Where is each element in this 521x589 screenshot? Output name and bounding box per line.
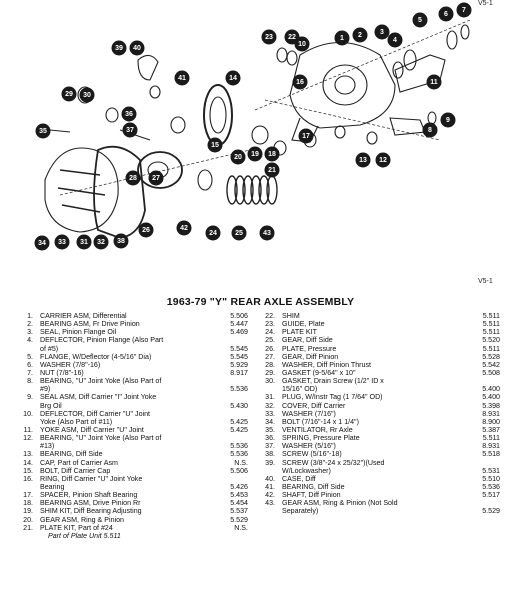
part-number: 23. [265, 320, 275, 329]
part-row [262, 459, 500, 467]
part-row [20, 532, 248, 540]
part-price: 5.506 [230, 312, 248, 320]
callout-label: 36 [125, 111, 133, 118]
part-number: 39. [265, 458, 275, 467]
part-number: 6. [27, 360, 33, 369]
part-description: SEAL ASM, Diff Carrier "I" Joint Yoke [40, 393, 157, 402]
callout-24 [206, 226, 221, 241]
callout-29 [62, 87, 77, 102]
callout-label: 35 [39, 128, 47, 135]
part-row [20, 426, 248, 434]
callout-label: 18 [268, 151, 276, 158]
callout-22 [285, 30, 300, 45]
part-description: BEARING, "U" Joint Yoke (Also Part of [40, 434, 162, 443]
part-number: 29. [265, 368, 275, 377]
callout-label: 15 [211, 142, 219, 149]
part-description: #9) [40, 385, 51, 394]
callout-19 [248, 147, 263, 162]
part-row [262, 385, 500, 393]
part-description: Separately) [282, 507, 319, 516]
part-number: 32. [265, 401, 275, 410]
part-number: 14. [23, 458, 33, 467]
callout-14 [226, 71, 241, 86]
callout-label: 16 [296, 79, 304, 86]
callout-label: 10 [298, 41, 306, 48]
page-title: 1963-79 "Y" REAR AXLE ASSEMBLY [166, 296, 355, 308]
part-row [20, 369, 248, 377]
callout-label: 22 [288, 34, 296, 41]
part-description: SCREW (5/16"-18) [282, 450, 342, 459]
part-number: 9. [27, 393, 33, 402]
callout-label: 23 [265, 34, 273, 41]
part-row [262, 475, 500, 483]
part-row [20, 353, 248, 361]
callout-7 [457, 3, 472, 18]
part-number: 27. [265, 352, 275, 361]
callout-18 [265, 147, 280, 162]
part-price: 5.511 [482, 320, 500, 329]
part-row [262, 442, 500, 450]
part-price: 5.454 [230, 499, 248, 508]
part-row [262, 426, 500, 434]
part-description: WASHER (5/16") [282, 442, 336, 451]
part-description: VENTILATOR, Rr Axle [282, 425, 353, 434]
part-row [262, 336, 500, 344]
part-description: BOLT (7/16"-14 x 1 1/4") [282, 417, 359, 426]
part-description: COVER, Diff Carrier [282, 401, 346, 410]
callout-label: 11 [430, 79, 438, 86]
part-description: GUIDE, Plate [282, 320, 325, 329]
part-description: PLATE, Pressure [282, 344, 337, 353]
callout-17 [299, 129, 314, 144]
part-row [262, 345, 500, 353]
part-row [262, 507, 500, 515]
figure-code-top: V5-1 [478, 0, 493, 7]
part-description: of #5) [40, 344, 59, 353]
part-price: 5.400 [482, 385, 500, 394]
part-number: 22. [265, 312, 275, 320]
part-price: 5.537 [230, 507, 248, 516]
part-description: PLATE KIT, Part of #24 [40, 523, 113, 532]
part-number: 1. [27, 312, 33, 320]
part-price: 5.518 [482, 450, 500, 459]
part-row [20, 393, 248, 401]
callout-31 [77, 235, 92, 250]
part-price: 5.542 [482, 360, 500, 369]
callout-label: 37 [126, 127, 134, 134]
callout-3 [375, 25, 390, 40]
part-number: 34. [265, 417, 275, 426]
part-price: 5.511 [482, 312, 500, 320]
part-number: 24. [265, 328, 275, 337]
part-row [20, 402, 248, 410]
part-description: GASKET (9-5/64" x 10" [282, 368, 356, 377]
part-number: 41. [265, 482, 275, 491]
part-price: 5.529 [482, 507, 500, 516]
callout-label: 34 [38, 240, 46, 247]
part-number: 20. [23, 515, 33, 524]
part-number: 30. [265, 377, 275, 386]
part-price: 5.510 [482, 474, 500, 483]
part-number: 21. [23, 523, 33, 532]
part-row [20, 483, 248, 491]
callout-label: 17 [302, 133, 310, 140]
part-price: 5.469 [230, 328, 248, 337]
callout-label: 38 [117, 238, 125, 245]
callout-label: 6 [444, 11, 448, 18]
part-description: Bearing [40, 482, 65, 491]
part-description: WASHER, Diff Pinion Thrust [282, 360, 371, 369]
part-row [20, 442, 248, 450]
callout-6 [439, 7, 454, 22]
part-row [20, 345, 248, 353]
callout-8 [423, 123, 438, 138]
part-description: SHAFT, Diff Pinion [282, 491, 341, 500]
part-description: BEARING, "U" Joint Yoke (Also Part of [40, 377, 162, 386]
part-row [262, 434, 500, 442]
callout-23 [262, 30, 277, 45]
part-price: 5.531 [482, 466, 500, 475]
part-description: #13) [40, 442, 55, 451]
callout-43 [260, 226, 275, 241]
part-row [262, 450, 500, 458]
callout-label: 40 [133, 45, 141, 52]
part-number: 11. [23, 425, 33, 434]
part-number: 38. [265, 450, 275, 459]
callout-label: 33 [58, 239, 66, 246]
part-row [262, 418, 500, 426]
callout-label: 26 [142, 227, 150, 234]
callout-42 [177, 221, 192, 236]
part-row [20, 377, 248, 385]
part-number: 42. [265, 491, 275, 500]
part-price: 5.430 [230, 401, 248, 410]
part-row [262, 483, 500, 491]
callout-38 [114, 234, 129, 249]
callout-label: 1 [340, 35, 344, 42]
part-description: DEFLECTOR, Pinion Flange (Also Part [40, 336, 164, 345]
part-row [20, 312, 248, 320]
part-price: 5.447 [230, 320, 248, 329]
part-row [20, 336, 248, 344]
part-price: 8.917 [230, 368, 248, 377]
part-row [20, 450, 248, 458]
part-description: BOLT, Diff Carrier Cap [40, 466, 111, 475]
part-description: BEARING, Diff Side [40, 450, 103, 459]
part-row [20, 491, 248, 499]
callout-28 [126, 171, 141, 186]
part-row [20, 434, 248, 442]
callout-label: 13 [359, 157, 367, 164]
part-description: 15/16" OD) [282, 385, 318, 394]
callout-12 [376, 153, 391, 168]
part-description: YOKE ASM, Diff Carrier "U" Joint [40, 425, 144, 434]
part-description: SHIM KIT, Diff Bearing Adjusting [40, 507, 142, 516]
callout-1 [335, 31, 350, 46]
callout-label: 30 [83, 92, 91, 99]
callout-label: 14 [229, 75, 237, 82]
part-description: FLANGE, W/Deflector (4-5/16" Dia) [40, 352, 152, 361]
part-number: 40. [265, 474, 275, 483]
callout-41 [175, 71, 190, 86]
part-description: CAP, Part of Carrier Asm [40, 458, 118, 467]
part-description: Part of Plate Unit 5.511 [48, 531, 121, 540]
callout-label: 5 [418, 17, 422, 24]
part-price: 5.545 [230, 352, 248, 361]
part-row [262, 320, 500, 328]
part-row [262, 328, 500, 336]
part-row [20, 328, 248, 336]
part-number: 13. [23, 450, 33, 459]
callout-30 [80, 88, 95, 103]
part-row [20, 524, 248, 532]
callout-40 [130, 41, 145, 56]
part-price: 8.931 [482, 409, 500, 418]
part-row [20, 516, 248, 524]
part-price: N.S. [234, 458, 248, 467]
callout-label: 7 [462, 7, 466, 14]
part-number: 12. [23, 434, 33, 443]
part-description: CASE, Diff [282, 474, 316, 483]
callout-39 [112, 41, 127, 56]
part-description: SPACER, Pinion Shaft Bearing [40, 491, 138, 500]
part-row [20, 499, 248, 507]
part-row [20, 459, 248, 467]
part-description: GEAR ASM, Ring & Pinion [40, 515, 124, 524]
part-price: 5.426 [230, 482, 248, 491]
callout-4 [388, 33, 403, 48]
callout-34 [35, 236, 50, 251]
part-number: 4. [27, 336, 33, 345]
part-description: WASHER (7/8"-16) [40, 360, 101, 369]
part-price: 5.387 [482, 425, 500, 434]
callout-16 [293, 75, 308, 90]
part-price: 5.517 [482, 491, 500, 500]
part-number: 7. [27, 368, 33, 377]
part-number: 17. [23, 491, 33, 500]
callout-25 [232, 226, 247, 241]
callout-label: 43 [263, 230, 271, 237]
callout-9 [441, 113, 456, 128]
part-description: GEAR, Diff Pinion [282, 352, 339, 361]
part-number: 33. [265, 409, 275, 418]
part-row [20, 320, 248, 328]
part-price: 5.520 [482, 336, 500, 345]
callout-label: 20 [234, 154, 242, 161]
part-price: 5.929 [230, 360, 248, 369]
part-number: 25. [265, 336, 275, 345]
part-price: 5.506 [230, 466, 248, 475]
part-description: SHIM [282, 312, 300, 320]
part-number: 10. [23, 409, 33, 418]
part-row [262, 369, 500, 377]
part-number: 43. [265, 499, 275, 508]
part-row [262, 402, 500, 410]
part-description: Yoke (Also Part of #11) [40, 417, 113, 426]
part-row [20, 418, 248, 426]
callout-label: 42 [180, 225, 188, 232]
part-description: WASHER (7/16") [282, 409, 336, 418]
part-description: BEARING ASM, Drive Pinion Rr [40, 499, 141, 508]
part-number: 5. [27, 352, 33, 361]
part-row [262, 361, 500, 369]
part-description: SEAL, Pinion Flange Oil [40, 328, 117, 337]
callout-label: 24 [209, 230, 217, 237]
part-number: 19. [23, 507, 33, 516]
part-row [20, 410, 248, 418]
callout-label: 12 [379, 157, 387, 164]
part-row [262, 312, 500, 320]
part-number: 8. [27, 377, 33, 386]
part-row [262, 499, 500, 507]
part-number: 3. [27, 328, 33, 337]
part-row [20, 507, 248, 515]
part-number: 16. [23, 474, 33, 483]
part-price: 5.536 [230, 385, 248, 394]
part-price: N.S. [234, 523, 248, 532]
callout-label: 32 [97, 239, 105, 246]
part-price: 5.528 [482, 352, 500, 361]
callout-27 [149, 171, 164, 186]
part-price: 5.536 [230, 442, 248, 451]
callout-13 [356, 153, 371, 168]
part-row [262, 393, 500, 401]
callout-37 [123, 123, 138, 138]
part-price: 5.536 [230, 450, 248, 459]
part-price: 5.536 [482, 482, 500, 491]
part-number: 28. [265, 360, 275, 369]
part-number: 2. [27, 320, 33, 329]
part-price: 5.453 [230, 491, 248, 500]
part-price: 5.425 [230, 417, 248, 426]
callout-26 [139, 223, 154, 238]
part-number: 31. [265, 393, 275, 402]
callout-label: 41 [178, 75, 186, 82]
part-price: 5.545 [230, 344, 248, 353]
callout-label: 25 [235, 230, 243, 237]
part-description: BEARING ASM, Fr Drive Pinion [40, 320, 140, 329]
part-row [262, 491, 500, 499]
part-number: 15. [23, 466, 33, 475]
callout-label: 3 [380, 29, 384, 36]
figure-code-mid: V5-1 [478, 278, 493, 285]
part-row [262, 377, 500, 385]
part-row [262, 353, 500, 361]
part-number: 37. [265, 442, 275, 451]
part-price: 5.508 [482, 368, 500, 377]
parts-list-left [20, 312, 248, 540]
callout-35 [36, 124, 51, 139]
part-price: 5.398 [482, 401, 500, 410]
part-price: 5.511 [482, 344, 500, 353]
part-row [262, 410, 500, 418]
callout-36 [122, 107, 137, 122]
callout-label: 27 [152, 175, 160, 182]
part-description: SCREW (3/8"-24 x 25/32")(Used [282, 458, 385, 467]
part-price: 5.511 [482, 328, 500, 337]
callout-label: 8 [428, 127, 432, 134]
callout-33 [55, 235, 70, 250]
callout-20 [231, 150, 246, 165]
part-description: GASKET, Drain Screw (1/2" ID x [282, 377, 384, 386]
callout-label: 31 [80, 239, 88, 246]
part-price: 5.529 [230, 515, 248, 524]
callout-11 [427, 75, 442, 90]
callout-label: 2 [358, 32, 362, 39]
callout-label: 19 [251, 151, 259, 158]
callout-label: 21 [268, 167, 276, 174]
part-number: 36. [265, 434, 275, 443]
part-description: GEAR, Diff Side [282, 336, 333, 345]
part-row [20, 361, 248, 369]
parts-list-right [262, 312, 500, 516]
part-row [20, 467, 248, 475]
callout-32 [94, 235, 109, 250]
part-row [262, 467, 500, 475]
callout-21 [265, 163, 280, 178]
part-description: SPRING, Pressure Plate [282, 434, 360, 443]
part-description: W/Lockwasher) [282, 466, 331, 475]
callout-label: 29 [65, 91, 73, 98]
callout-group [35, 3, 472, 251]
part-number: 18. [23, 499, 33, 508]
callout-5 [413, 13, 428, 28]
part-price: 8.931 [482, 442, 500, 451]
part-price: 5.511 [482, 434, 500, 443]
part-description: PLUG, W/Instr Tag (1 7/64" OD) [282, 393, 383, 402]
part-description: CARRIER ASM, Differential [40, 312, 127, 320]
part-number: 26. [265, 344, 275, 353]
callout-label: 4 [393, 37, 397, 44]
part-description: PLATE KIT [282, 328, 317, 337]
part-price: 5.425 [230, 425, 248, 434]
callout-label: 28 [129, 175, 137, 182]
part-description: BEARING, Diff Side [282, 482, 345, 491]
callout-2 [353, 28, 368, 43]
part-description: DEFLECTOR, Diff Carrier "U" Joint [40, 409, 151, 418]
part-price: 8.900 [482, 417, 500, 426]
callout-15 [208, 138, 223, 153]
part-description: RING, Diff Carrier "U" Joint Yoke [40, 474, 143, 483]
part-row [20, 385, 248, 393]
part-number: 35. [265, 425, 275, 434]
part-row [20, 475, 248, 483]
part-price: 5.400 [482, 393, 500, 402]
part-description: GEAR ASM, Ring & Pinion (Not Sold [282, 499, 398, 508]
callout-label: 9 [446, 117, 450, 124]
part-description: Brg Oil [40, 401, 62, 410]
part-description: NUT (7/8"-16) [40, 368, 84, 377]
callout-label: 39 [115, 45, 123, 52]
